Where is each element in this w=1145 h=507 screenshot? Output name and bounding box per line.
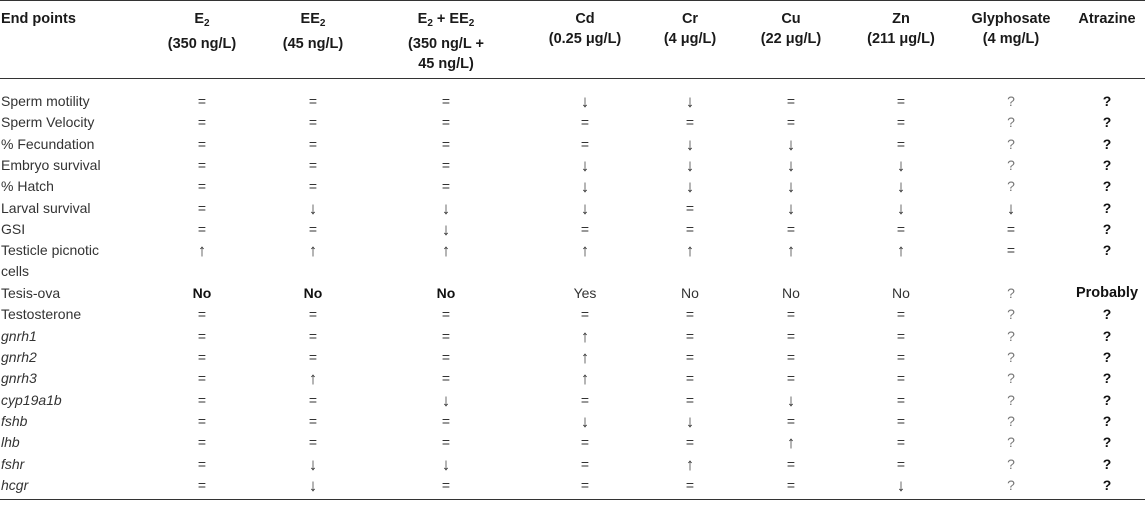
table-cell: =: [308, 156, 318, 173]
table-cell: ↓: [580, 92, 590, 111]
table-cell: =: [685, 370, 695, 387]
row-label: % Hatch: [1, 178, 54, 195]
table-cell: ?: [1102, 327, 1112, 344]
table-cell: =: [308, 306, 318, 323]
table-row: [0, 176, 1145, 197]
table-cell: =: [197, 412, 207, 429]
table-cell: ↑: [580, 369, 590, 389]
table-cell: =: [197, 156, 207, 173]
table-cell: =: [441, 114, 451, 131]
table-cell: ?: [1007, 476, 1015, 493]
table-cell: =: [580, 391, 590, 408]
table-cell: ↓: [786, 177, 796, 197]
table-cell: =: [441, 370, 451, 387]
table-cell: ?: [1007, 455, 1015, 472]
table-cell: =: [1006, 220, 1016, 237]
table-cell: ↑: [308, 369, 318, 389]
table-cell: =: [308, 327, 318, 344]
table-cell: ?: [1007, 349, 1015, 365]
table-top-rule: [0, 0, 1145, 1]
table-cell: =: [786, 220, 796, 237]
table-cell: =: [308, 220, 318, 237]
table-cell: =: [685, 476, 695, 493]
table-row: [0, 454, 1145, 475]
row-label: fshb: [1, 412, 28, 429]
table-cell: =: [580, 434, 590, 451]
table-cell: =: [1006, 242, 1016, 259]
table-cell: =: [786, 327, 796, 344]
table-cell: ?: [1102, 306, 1112, 323]
table-cell: ?: [1007, 156, 1015, 173]
table-cell: ↓: [786, 134, 796, 154]
table-cell: =: [896, 434, 906, 451]
table-cell: ↓: [308, 454, 318, 474]
table-row: [0, 155, 1145, 176]
header-cr: Cr (4 μg/L): [663, 11, 717, 47]
table-cell: =: [308, 114, 318, 131]
table-cell: =: [896, 114, 906, 131]
table-cell: =: [580, 306, 590, 323]
table-cell: ↑: [896, 241, 906, 261]
table-cell: ↓: [580, 155, 590, 175]
table-cell: ↑: [580, 326, 590, 346]
table-row: [0, 368, 1145, 389]
table-cell: =: [441, 327, 451, 344]
table-cell: =: [685, 220, 695, 237]
table-row: [0, 432, 1145, 453]
table-cell: ?: [1007, 370, 1015, 387]
table-cell: =: [685, 306, 695, 323]
table-cell: ?: [1102, 199, 1112, 216]
header-e2-ee2: $E_2 + EE_2$ (350 ng/L + 45 ng/L): [408, 11, 484, 72]
table-bottom-rule: [0, 499, 1145, 500]
table-row: [0, 134, 1145, 155]
row-label: Testosterone: [1, 306, 82, 323]
table-cell: =: [197, 327, 207, 344]
table-cell: ↓: [308, 475, 318, 495]
table-cell: No: [192, 285, 212, 302]
table-cell: =: [308, 349, 318, 365]
table-body: [0, 79, 1145, 500]
table-cell: ↓: [896, 198, 906, 218]
table-cell: =: [896, 455, 906, 472]
header-cd: Cd (0.25 μg/L): [548, 11, 622, 47]
table-cell: ?: [1102, 412, 1112, 429]
table-cell: =: [786, 455, 796, 472]
table-cell: =: [197, 135, 207, 152]
table-row: [0, 91, 1145, 112]
table-cell: ?: [1007, 327, 1015, 344]
table-cell: =: [580, 135, 590, 152]
table-cell: =: [441, 434, 451, 451]
table-cell: =: [441, 156, 451, 173]
table-cell: Probably: [1075, 285, 1139, 302]
table-cell: =: [685, 434, 695, 451]
table-cell: ?: [1102, 93, 1112, 109]
row-label: gnrh3: [1, 370, 37, 387]
table-cell: =: [197, 199, 207, 216]
row-label: cyp19a1b: [1, 391, 62, 408]
table-cell: ↓: [786, 155, 796, 175]
table-cell: ↓: [580, 177, 590, 197]
table-cell: ?: [1102, 242, 1112, 259]
table-cell: ?: [1102, 476, 1112, 493]
table-cell: =: [441, 178, 451, 195]
table-cell: ↓: [685, 155, 695, 175]
table-cell: ↑: [580, 241, 590, 261]
row-label: lhb: [1, 434, 20, 451]
table-cell: =: [896, 93, 906, 109]
table-row: [0, 283, 1145, 304]
table-cell: =: [896, 220, 906, 237]
table-row: [0, 347, 1145, 368]
table-cell: =: [197, 370, 207, 387]
table-row: [0, 304, 1145, 325]
table-cell: ?: [1007, 114, 1015, 131]
table-cell: =: [441, 135, 451, 152]
table-cell: ↓: [685, 134, 695, 154]
table-cell: ↓: [685, 177, 695, 197]
table-cell: =: [685, 327, 695, 344]
table-cell: ↑: [685, 241, 695, 261]
table-cell: ?: [1007, 135, 1015, 152]
table-cell: No: [681, 285, 699, 302]
row-label: % Fecundation: [1, 135, 95, 152]
table-cell: ↑: [580, 348, 590, 367]
table-cell: =: [197, 220, 207, 237]
table-cell: =: [197, 93, 207, 109]
table-cell: ?: [1102, 370, 1112, 387]
row-label: hcgr: [1, 476, 29, 493]
table-cell: ↓: [441, 390, 451, 410]
table-cell: ↓: [685, 92, 695, 111]
row-label: gnrh1: [1, 327, 37, 344]
table-cell: ?: [1007, 306, 1015, 323]
table-cell: =: [441, 476, 451, 493]
table-cell: =: [197, 114, 207, 131]
table-cell: =: [441, 93, 451, 109]
table-cell: =: [308, 434, 318, 451]
table-cell: ?: [1102, 391, 1112, 408]
table-row: [0, 475, 1145, 496]
table-cell: No: [303, 285, 323, 302]
table-cell: ↓: [1006, 198, 1016, 218]
table-cell: =: [786, 370, 796, 387]
table-cell: ?: [1102, 434, 1112, 451]
table-cell: =: [441, 306, 451, 323]
table-row: [0, 326, 1145, 347]
table-cell: =: [308, 93, 318, 109]
table-cell: =: [580, 114, 590, 131]
table-cell: ↓: [580, 411, 590, 431]
row-label: gnrh2: [1, 349, 37, 365]
table-cell: =: [441, 349, 451, 365]
row-label: fshr: [1, 455, 25, 472]
table-cell: ?: [1102, 178, 1112, 195]
table-header: [0, 0, 1145, 79]
table-cell: ↑: [786, 433, 796, 453]
table-cell: =: [308, 391, 318, 408]
table-cell: No: [892, 285, 910, 302]
table-cell: ?: [1102, 156, 1112, 173]
table-cell: ?: [1102, 114, 1112, 131]
table-cell: =: [580, 220, 590, 237]
row-label: Tesis-ova: [1, 285, 61, 302]
table-cell: =: [786, 349, 796, 365]
table-cell: ?: [1102, 220, 1112, 237]
table-cell: ↑: [441, 241, 451, 261]
table-cell: ?: [1007, 178, 1015, 195]
row-label: GSI: [1, 220, 26, 237]
table-cell: ?: [1007, 285, 1015, 302]
table-cell: =: [308, 412, 318, 429]
table-cell: =: [441, 412, 451, 429]
table-cell: =: [786, 114, 796, 131]
table-cell: =: [197, 434, 207, 451]
table-cell: =: [896, 391, 906, 408]
table-cell: ?: [1007, 434, 1015, 451]
header-cu: Cu (22 μg/L): [760, 11, 822, 47]
table-cell: =: [580, 455, 590, 472]
table-cell: ↓: [580, 198, 590, 218]
table-cell: =: [896, 370, 906, 387]
table-cell: ?: [1007, 391, 1015, 408]
row-label: Embryo survival: [1, 156, 101, 173]
header-atrazine: Atrazine: [1078, 11, 1136, 27]
table-cell: ↑: [197, 241, 207, 261]
table-row: [0, 112, 1145, 133]
table-cell: =: [197, 455, 207, 472]
table-row: [0, 240, 1145, 283]
table-cell: =: [786, 306, 796, 323]
table-cell: =: [197, 476, 207, 493]
table-cell: ↓: [786, 390, 796, 410]
header-endpoints: End points: [1, 11, 76, 27]
table-cell: No: [436, 285, 456, 302]
table-cell: ?: [1007, 93, 1015, 109]
row-label: Sperm Velocity: [1, 114, 95, 131]
table-cell: ?: [1102, 349, 1112, 365]
table-cell: =: [896, 349, 906, 365]
table-row: [0, 219, 1145, 240]
table-cell: =: [786, 476, 796, 493]
table-cell: ↑: [308, 241, 318, 261]
table-cell: =: [308, 135, 318, 152]
table-cell: ?: [1102, 455, 1112, 472]
table-cell: ↓: [308, 198, 318, 218]
table-row: [0, 411, 1145, 432]
table-cell: =: [896, 135, 906, 152]
table-cell: ↓: [685, 411, 695, 431]
table-cell: =: [685, 391, 695, 408]
row-label: Testicle picnotic cells: [1, 242, 100, 280]
table-cell: No: [782, 285, 800, 302]
table-cell: =: [197, 306, 207, 323]
table-cell: =: [197, 349, 207, 365]
table-row: [0, 390, 1145, 411]
table-cell: =: [197, 178, 207, 195]
header-ee2: $EE_2$ (45 ng/L): [282, 11, 344, 52]
header-zn: Zn (211 μg/L): [867, 11, 935, 47]
table-cell: ↓: [896, 155, 906, 175]
table-cell: =: [896, 306, 906, 323]
row-label: Sperm motility: [1, 93, 90, 109]
table-cell: =: [197, 391, 207, 408]
table-cell: ↓: [441, 454, 451, 474]
table-cell: =: [896, 327, 906, 344]
row-label: Larval survival: [1, 199, 91, 216]
header-e2: $E_2$ (350 ng/L): [167, 11, 237, 52]
table-cell: ↑: [786, 241, 796, 261]
table-cell: =: [896, 412, 906, 429]
table-cell: ↓: [896, 475, 906, 495]
table-cell: =: [786, 412, 796, 429]
table-cell: Yes: [573, 285, 597, 302]
table-cell: ↓: [896, 177, 906, 197]
table-cell: ?: [1102, 135, 1112, 152]
table-cell: ?: [1007, 412, 1015, 429]
table-cell: =: [786, 93, 796, 109]
header-glyphosate: Glyphosate (4 mg/L): [971, 11, 1051, 47]
table-cell: =: [580, 476, 590, 493]
table-cell: =: [685, 199, 695, 216]
table-cell: ↓: [441, 219, 451, 239]
table-cell: =: [685, 349, 695, 365]
table-cell: ↓: [441, 198, 451, 218]
table-cell: ↓: [786, 198, 796, 218]
table-cell: =: [685, 114, 695, 131]
table-cell: =: [308, 178, 318, 195]
table-cell: ↑: [685, 454, 695, 474]
table-row: [0, 198, 1145, 219]
